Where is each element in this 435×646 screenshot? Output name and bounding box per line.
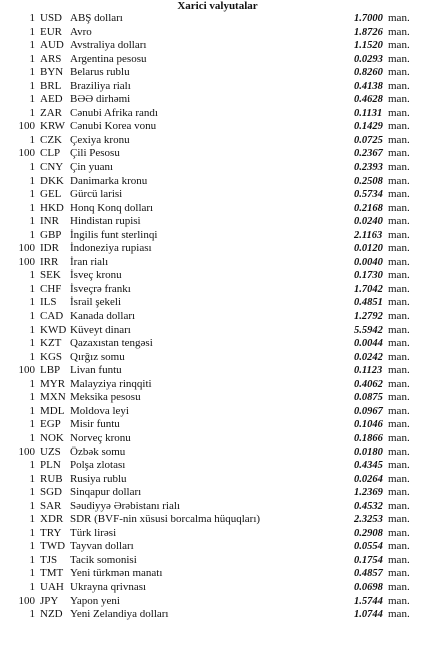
currency-code-cell: EGP [40, 418, 61, 431]
currency-code-cell: MDL [40, 404, 65, 417]
currency-code-cell: KWD [40, 323, 67, 336]
quantity-cell: 100 [18, 255, 35, 268]
currency-name-cell: Çili Pesosu [70, 147, 120, 160]
quantity-cell: 1 [29, 431, 35, 444]
currency-row [0, 500, 435, 514]
currency-name-cell: Çexiya kronu [70, 133, 130, 146]
exchange-rate-cell: 0.0044 [354, 338, 383, 350]
quantity-cell: 1 [29, 580, 35, 593]
unit-cell: man. [388, 161, 410, 174]
unit-cell: man. [388, 106, 410, 119]
unit-cell: man. [388, 459, 410, 472]
currency-row [0, 459, 435, 473]
currency-row [0, 310, 435, 324]
unit-cell: man. [388, 201, 410, 214]
unit-cell: man. [388, 242, 410, 255]
page-title: Xarici valyutalar [177, 0, 258, 12]
currency-code-cell: NZD [40, 608, 63, 621]
unit-cell: man. [388, 594, 410, 607]
unit-cell: man. [388, 513, 410, 526]
unit-cell: man. [388, 526, 410, 539]
exchange-rate-cell: 0.0120 [354, 243, 383, 255]
exchange-rate-cell: 1.1520 [354, 40, 383, 52]
unit-cell: man. [388, 39, 410, 52]
quantity-cell: 1 [29, 161, 35, 174]
exchange-rate-cell: 0.0040 [354, 256, 383, 268]
currency-code-cell: UZS [40, 445, 61, 458]
currency-row [0, 256, 435, 270]
currency-name-cell: Misir funtu [70, 418, 120, 431]
quantity-cell: 1 [29, 296, 35, 309]
exchange-rate-cell: 1.2369 [354, 487, 383, 499]
currency-name-cell: İngilis funt sterlinqi [70, 228, 158, 241]
unit-cell: man. [388, 228, 410, 241]
currency-name-cell: Tayvan dolları [70, 540, 134, 553]
exchange-rate-cell: 0.0698 [354, 581, 383, 593]
unit-cell: man. [388, 310, 410, 323]
currency-code-cell: RUB [40, 472, 63, 485]
unit-cell: man. [388, 377, 410, 390]
currency-code-cell: ARS [40, 52, 62, 65]
currency-row [0, 473, 435, 487]
currency-name-cell: Özbək somu [70, 445, 126, 458]
unit-cell: man. [388, 431, 410, 444]
exchange-rate-cell: 1.0744 [354, 609, 383, 621]
exchange-rate-cell: 0.2908 [354, 527, 383, 539]
exchange-rate-cell: 0.4138 [354, 80, 383, 92]
currency-name-cell: Honq Konq dolları [70, 201, 154, 214]
currency-name-cell: SDR (BVF-nin xüsusi borcalma hüquqları) [70, 513, 261, 526]
currency-code-cell: LBP [40, 364, 61, 377]
exchange-rate-cell: 0.0967 [354, 405, 383, 417]
unit-cell: man. [388, 133, 410, 146]
quantity-cell: 1 [29, 526, 35, 539]
currency-row [0, 405, 435, 419]
unit-cell: man. [388, 188, 410, 201]
currency-row [0, 540, 435, 554]
currency-code-cell: CAD [40, 310, 64, 323]
currency-code-cell: TWD [40, 540, 66, 553]
exchange-rate-cell: 0.1866 [354, 432, 383, 444]
quantity-cell: 1 [29, 106, 35, 119]
currency-row [0, 161, 435, 175]
quantity-cell: 100 [18, 594, 35, 607]
unit-cell: man. [388, 52, 410, 65]
currency-row [0, 364, 435, 378]
quantity-cell: 1 [29, 323, 35, 336]
unit-cell: man. [388, 567, 410, 580]
exchange-rate-cell: 0.0554 [354, 541, 383, 553]
currency-code-cell: INR [40, 215, 59, 228]
currency-rate-list [0, 12, 435, 622]
currency-name-cell: ABŞ dolları [70, 12, 123, 24]
currency-name-cell: Danimarka kronu [70, 174, 148, 187]
currency-name-cell: İsveç kronu [70, 269, 122, 282]
exchange-rate-cell: 0.2393 [354, 162, 383, 174]
currency-code-cell: ILS [40, 296, 57, 309]
exchange-rate-cell: 0.0293 [354, 53, 383, 65]
currency-name-cell: Malayziya rinqqiti [70, 377, 152, 390]
exchange-rate-cell: 1.5744 [354, 595, 383, 607]
exchange-rate-cell: 0.4345 [354, 460, 383, 472]
unit-cell: man. [388, 608, 410, 621]
exchange-rate-cell: 0.8260 [354, 67, 383, 79]
currency-row [0, 242, 435, 256]
currency-name-cell: Küveyt dinarı [70, 323, 131, 336]
currency-row [0, 486, 435, 500]
unit-cell: man. [388, 79, 410, 92]
currency-row [0, 432, 435, 446]
exchange-rate-cell: 0.0875 [354, 392, 383, 404]
currency-row [0, 608, 435, 622]
currency-name-cell: Livan funtu [70, 364, 122, 377]
currency-name-cell: Ukrayna qrivnası [70, 580, 147, 593]
quantity-cell: 1 [29, 499, 35, 512]
quantity-cell: 1 [29, 350, 35, 363]
currency-row [0, 418, 435, 432]
currency-name-cell: Avstraliya dolları [70, 39, 147, 52]
unit-cell: man. [388, 499, 410, 512]
currency-name-cell: Sinqapur dolları [70, 486, 142, 499]
exchange-rate-cell: 0.0240 [354, 216, 383, 228]
exchange-rate-cell: 0.2367 [354, 148, 383, 160]
currency-name-cell: Qırğız somu [70, 350, 125, 363]
unit-cell: man. [388, 120, 410, 133]
unit-cell: man. [388, 12, 410, 24]
currency-code-cell: ZAR [40, 106, 62, 119]
currency-row [0, 12, 435, 26]
currency-name-cell: Cənubi Korea vonu [70, 120, 157, 133]
currency-row [0, 567, 435, 581]
currency-code-cell: CZK [40, 133, 62, 146]
quantity-cell: 1 [29, 12, 35, 24]
currency-row [0, 134, 435, 148]
currency-name-cell: Norveç kronu [70, 431, 131, 444]
currency-name-cell: İran rialı [70, 255, 109, 268]
currency-name-cell: Qazaxıstan tengəsi [70, 337, 153, 350]
exchange-rate-cell: 1.7000 [354, 13, 383, 24]
quantity-cell: 1 [29, 459, 35, 472]
quantity-cell: 1 [29, 282, 35, 295]
currency-code-cell: EUR [40, 25, 62, 38]
currency-code-cell: CLP [40, 147, 61, 160]
currency-code-cell: SEK [40, 269, 61, 282]
currency-code-cell: UAH [40, 580, 64, 593]
currency-name-cell: Braziliya rialı [70, 79, 131, 92]
quantity-cell: 1 [29, 540, 35, 553]
exchange-rate-cell: 0.4062 [354, 378, 383, 390]
currency-name-cell: Çin yuanı [70, 161, 114, 174]
quantity-cell: 1 [29, 66, 35, 79]
quantity-cell: 1 [29, 310, 35, 323]
unit-cell: man. [388, 147, 410, 160]
currency-row [0, 269, 435, 283]
currency-row [0, 26, 435, 40]
unit-cell: man. [388, 350, 410, 363]
quantity-cell: 1 [29, 404, 35, 417]
currency-row [0, 175, 435, 189]
exchange-rate-cell: 1.7042 [354, 283, 383, 295]
currency-row [0, 188, 435, 202]
currency-code-cell: GEL [40, 188, 62, 201]
unit-cell: man. [388, 174, 410, 187]
currency-row [0, 351, 435, 365]
currency-code-cell: MYR [40, 377, 66, 390]
unit-cell: man. [388, 445, 410, 458]
exchange-rate-cell: 0.1131 [354, 107, 383, 119]
currency-code-cell: AUD [40, 39, 64, 52]
currency-name-cell: Yeni türkmən manatı [70, 567, 163, 580]
currency-code-cell: JPY [40, 594, 59, 607]
unit-cell: man. [388, 296, 410, 309]
currency-name-cell: Belarus rublu [70, 66, 130, 79]
unit-cell: man. [388, 282, 410, 295]
currency-name-cell: Yapon yeni [70, 594, 120, 607]
unit-cell: man. [388, 269, 410, 282]
currency-row [0, 446, 435, 460]
currency-row [0, 337, 435, 351]
currency-row [0, 513, 435, 527]
currency-name-cell: Meksika pesosu [70, 391, 141, 404]
currency-name-cell: Moldova leyi [70, 404, 129, 417]
currency-name-cell: Argentina pesosu [70, 52, 147, 65]
unit-cell: man. [388, 93, 410, 106]
quantity-cell: 1 [29, 472, 35, 485]
currency-code-cell: TJS [40, 553, 58, 566]
exchange-rate-cell: 0.4628 [354, 94, 383, 106]
quantity-cell: 1 [29, 391, 35, 404]
currency-row [0, 80, 435, 94]
currency-row [0, 229, 435, 243]
currency-code-cell: IDR [40, 242, 59, 255]
unit-cell: man. [388, 472, 410, 485]
currency-code-cell: CNY [40, 161, 64, 174]
currency-row [0, 39, 435, 53]
unit-cell: man. [388, 25, 410, 38]
currency-code-cell: PLN [40, 459, 61, 472]
unit-cell: man. [388, 404, 410, 417]
quantity-cell: 100 [18, 364, 35, 377]
currency-row [0, 595, 435, 609]
currency-row [0, 202, 435, 216]
exchange-rate-cell: 0.0725 [354, 134, 383, 146]
currency-row [0, 120, 435, 134]
exchange-rate-cell: 1.8726 [354, 26, 383, 38]
quantity-cell: 1 [29, 228, 35, 241]
exchange-rate-cell: 0.5734 [354, 189, 383, 201]
exchange-rate-cell: 0.1730 [354, 270, 383, 282]
currency-name-cell: Tacik somonisi [70, 553, 137, 566]
quantity-cell: 1 [29, 337, 35, 350]
currency-code-cell: CHF [40, 282, 62, 295]
quantity-cell: 1 [29, 377, 35, 390]
quantity-cell: 1 [29, 608, 35, 621]
currency-code-cell: NOK [40, 431, 64, 444]
quantity-cell: 1 [29, 513, 35, 526]
currency-row [0, 296, 435, 310]
quantity-cell: 1 [29, 79, 35, 92]
currency-name-cell: Türk lirəsi [70, 526, 117, 539]
currency-name-cell: İndoneziya rupiası [70, 242, 152, 255]
exchange-rate-cell: 0.0264 [354, 473, 383, 485]
currency-name-cell: Cənubi Afrika randı [70, 106, 158, 119]
currency-code-cell: KRW [40, 120, 66, 133]
currency-code-cell: HKD [40, 201, 64, 214]
currency-name-cell: İsveçrə frankı [70, 282, 131, 295]
currency-code-cell: TRY [40, 526, 62, 539]
currency-code-cell: XDR [40, 513, 64, 526]
quantity-cell: 100 [18, 147, 35, 160]
quantity-cell: 1 [29, 553, 35, 566]
exchange-rate-cell: 0.1429 [354, 121, 383, 133]
exchange-rate-cell: 0.0180 [354, 446, 383, 458]
currency-row [0, 107, 435, 121]
exchange-rate-cell: 0.2168 [354, 202, 383, 214]
currency-name-cell: Yeni Zelandiya dolları [70, 608, 169, 621]
currency-code-cell: BYN [40, 66, 64, 79]
exchange-rate-cell: 0.2508 [354, 175, 383, 187]
quantity-cell: 1 [29, 486, 35, 499]
quantity-cell: 1 [29, 201, 35, 214]
quantity-cell: 1 [29, 418, 35, 431]
currency-name-cell: Kanada dolları [70, 310, 136, 323]
currency-code-cell: BRL [40, 79, 62, 92]
unit-cell: man. [388, 391, 410, 404]
currency-row [0, 147, 435, 161]
quantity-cell: 100 [18, 120, 35, 133]
currency-row [0, 391, 435, 405]
exchange-rate-cell: 0.1754 [354, 554, 383, 566]
currency-row [0, 215, 435, 229]
currency-code-cell: KZT [40, 337, 62, 350]
currency-code-cell: USD [40, 12, 63, 24]
currency-code-cell: GBP [40, 228, 62, 241]
exchange-rate-cell: 5.5942 [354, 324, 383, 336]
quantity-cell: 1 [29, 269, 35, 282]
quantity-cell: 1 [29, 174, 35, 187]
quantity-cell: 1 [29, 93, 35, 106]
unit-cell: man. [388, 66, 410, 79]
currency-row [0, 581, 435, 595]
quantity-cell: 1 [29, 25, 35, 38]
quantity-cell: 100 [18, 242, 35, 255]
currency-row [0, 324, 435, 338]
quantity-cell: 1 [29, 567, 35, 580]
quantity-cell: 100 [18, 445, 35, 458]
exchange-rate-cell: 0.4851 [354, 297, 383, 309]
unit-cell: man. [388, 540, 410, 553]
currency-name-cell: Polşa zlotası [70, 459, 126, 472]
unit-cell: man. [388, 255, 410, 268]
exchange-rate-cell: 0.4532 [354, 500, 383, 512]
currency-name-cell: BƏƏ dirhəmi [70, 93, 131, 106]
quantity-cell: 1 [29, 39, 35, 52]
exchange-rate-cell: 2.3253 [354, 514, 383, 526]
currency-code-cell: TMT [40, 567, 64, 580]
quantity-cell: 1 [29, 188, 35, 201]
currency-row [0, 378, 435, 392]
currency-row [0, 66, 435, 80]
unit-cell: man. [388, 364, 410, 377]
currency-name-cell: İsrail şekeli [70, 296, 122, 309]
currency-name-cell: Gürcü larisi [70, 188, 123, 201]
unit-cell: man. [388, 215, 410, 228]
currency-code-cell: SAR [40, 499, 62, 512]
currency-name-cell: Səudiyyə Ərəbistanı rialı [70, 499, 180, 512]
currency-name-cell: Rusiya rublu [70, 472, 127, 485]
exchange-rate-cell: 0.1123 [354, 365, 383, 377]
exchange-rate-cell: 2.1163 [354, 229, 383, 241]
exchange-rate-cell: 0.1046 [354, 419, 383, 431]
currency-row [0, 527, 435, 541]
exchange-rate-cell: 0.4857 [354, 568, 383, 580]
currency-code-cell: KGS [40, 350, 63, 363]
unit-cell: man. [388, 486, 410, 499]
quantity-cell: 1 [29, 215, 35, 228]
quantity-cell: 1 [29, 52, 35, 65]
currency-code-cell: DKK [40, 174, 64, 187]
quantity-cell: 1 [29, 133, 35, 146]
currency-row [0, 554, 435, 568]
unit-cell: man. [388, 580, 410, 593]
currency-code-cell: IRR [40, 255, 59, 268]
unit-cell: man. [388, 418, 410, 431]
currency-name-cell: Avro [70, 25, 92, 38]
currency-row [0, 93, 435, 107]
currency-name-cell: Hindistan rupisi [70, 215, 141, 228]
exchange-rate-cell: 1.2792 [354, 311, 383, 323]
currency-code-cell: AED [40, 93, 63, 106]
exchange-rate-cell: 0.0242 [354, 351, 383, 363]
currency-code-cell: MXN [40, 391, 66, 404]
currency-row [0, 53, 435, 67]
currency-row [0, 283, 435, 297]
unit-cell: man. [388, 323, 410, 336]
unit-cell: man. [388, 337, 410, 350]
unit-cell: man. [388, 553, 410, 566]
currency-code-cell: SGD [40, 486, 63, 499]
